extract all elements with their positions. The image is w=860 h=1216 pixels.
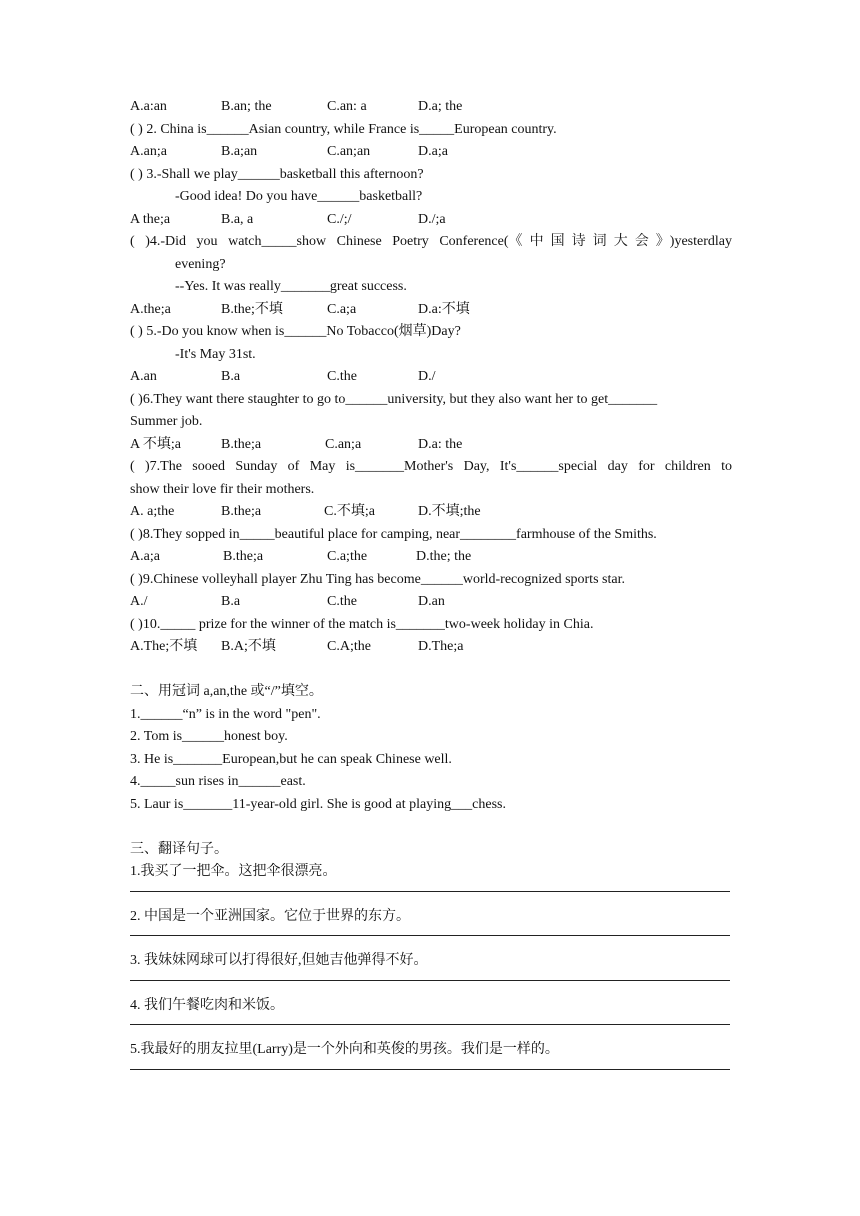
q2-options [130,141,732,164]
section3-title: 三、翻译句子。 [130,841,228,857]
q4-stem-cont: evening? [175,256,226,272]
q3-options [130,209,732,232]
q7-options [130,501,732,524]
q8-option-b: B.the;a [223,549,264,564]
q6-stem: ( )6.They want there staughter to go to______university, but they also want her to get_______ [130,391,658,407]
section2-item-1: 1.______“n” is in the word "pen". [130,706,321,722]
q9-options [130,591,732,614]
q6-stem-cont: Summer job. [130,414,203,429]
q6-option-d: D.a: the [418,436,463,452]
q4-answer: --Yes. It was really_______great success. [175,279,407,294]
q4-option-b: B.the;不填 [221,301,283,317]
q8-option-d: D.the; the [416,549,472,564]
q1-option-c: C.an: a [327,99,367,114]
q1-option-d: D.a; the [418,99,463,114]
q9-option-b: B.a [221,594,241,609]
q10-option-a: A.The;不填 [130,639,198,654]
q10-option-b: B.A;不填 [221,639,276,654]
q5-stem: ( ) 5.-Do you know when is______No Tobacco(烟草)Day? [130,324,461,339]
q10-options [130,636,732,659]
translate-item-3: 3. 我妹妹网球可以打得很好,但她吉他弹得不好。 [130,953,428,968]
q4-option-d: D.a:不填 [418,301,470,317]
q2-option-c: C.an;an [327,144,371,159]
q6-option-a: A 不填;a [130,436,181,452]
q5-option-d: D./ [418,369,436,384]
q8-option-a: A.a;a [130,549,160,564]
q5-options [130,366,732,389]
translate-item-5: 5.我最好的朋友拉里(Larry)是一个外向和英俊的男孩。我们是一样的。 [130,1042,559,1057]
answer-line-2[interactable] [130,935,730,936]
answer-line-1[interactable] [130,891,730,892]
worksheet [130,96,732,1084]
q3-option-d: D./;a [418,211,446,227]
q7-option-b: B.the;a [221,504,262,519]
section2-title: 二、用冠词 a,an,the 或“/”填空。 [130,684,323,699]
q9-option-c: C.the [327,594,357,609]
q2-option-a: A.an;a [130,144,167,159]
q3-option-a: A the;a [130,211,171,227]
q1-option-b: B.an; the [221,99,272,114]
q4-option-a: A.the;a [130,301,171,317]
q4-options [130,299,732,322]
q8-option-c: C.a;the [327,549,368,564]
q2-option-b: B.a;an [221,144,258,159]
answer-line-4[interactable] [130,1024,730,1025]
section2-item-5: 5. Laur is_______11-year-old girl. She is good at playing___chess. [130,796,506,812]
q9-option-a: A./ [130,594,148,609]
answer-line-5[interactable] [130,1069,730,1070]
section2-item-3: 3. He is_______European,but he can speak Chinese well. [130,751,452,767]
q8-stem: ( )8.They sopped in_____beautiful place for camping, near________farmhouse of the Smiths. [130,526,657,542]
q9-option-d: D.an [418,594,445,609]
q1-options [130,96,732,119]
q6-option-b: B.the;a [221,436,262,452]
q1-option-a: A.a:an [130,99,167,114]
q10-option-c: C.A;the [327,639,371,654]
section2-item-2: 2. Tom is______honest boy. [130,729,288,744]
answer-line-3[interactable] [130,980,730,981]
q3-stem: ( ) 3.-Shall we play______basketball this afternoon? [130,166,424,182]
q10-option-d: D.The;a [418,639,464,654]
q5-option-c: C.the [327,369,357,384]
q7-stem: ( )7.The sooed Sunday of May is_______Mother's Day, It's______special day for children to [130,459,732,474]
section2-item-4: 4._____sun rises in______east. [130,774,306,789]
translate-item-4: 4. 我们午餐吃肉和米饭。 [130,997,284,1013]
q10-stem: ( )10._____ prize for the winner of the match is_______two-week holiday in Chia. [130,616,594,632]
translate-item-1: 1.我买了一把伞。这把伞很漂亮。 [130,864,337,879]
q7-stem-cont: show their love fir their mothers. [130,481,315,497]
q2-option-d: D.a;a [418,144,448,159]
q5-option-a: A.an [130,369,157,384]
q9-stem: ( )9.Chinese volleyhall player Zhu Ting has become______world-recognized sports star. [130,571,625,587]
q3-option-c: C./;/ [327,211,352,227]
q6-options [130,434,732,457]
q5-answer: -It's May 31st. [175,346,256,362]
q3-stem-cont: -Good idea! Do you have______basketball? [175,189,423,204]
q4-stem: ( )4.-Did you watch_____show Chinese Poetry Conference(《中国诗词大会》)yesterdlay [130,234,732,249]
translate-item-2: 2. 中国是一个亚洲国家。它位于世界的东方。 [130,908,410,924]
q5-option-b: B.a [221,369,241,384]
q7-option-c: C.不填;a [324,504,375,519]
q3-option-b: B.a, a [221,211,254,227]
q7-option-a: A. a;the [130,504,175,519]
q4-option-c: C.a;a [327,301,357,317]
q2-stem: ( ) 2. China is______Asian country, while France is_____European country. [130,121,557,137]
q8-options [130,546,732,569]
q7-option-d: D.不填;the [418,504,481,519]
q6-option-c: C.an;a [325,436,362,452]
